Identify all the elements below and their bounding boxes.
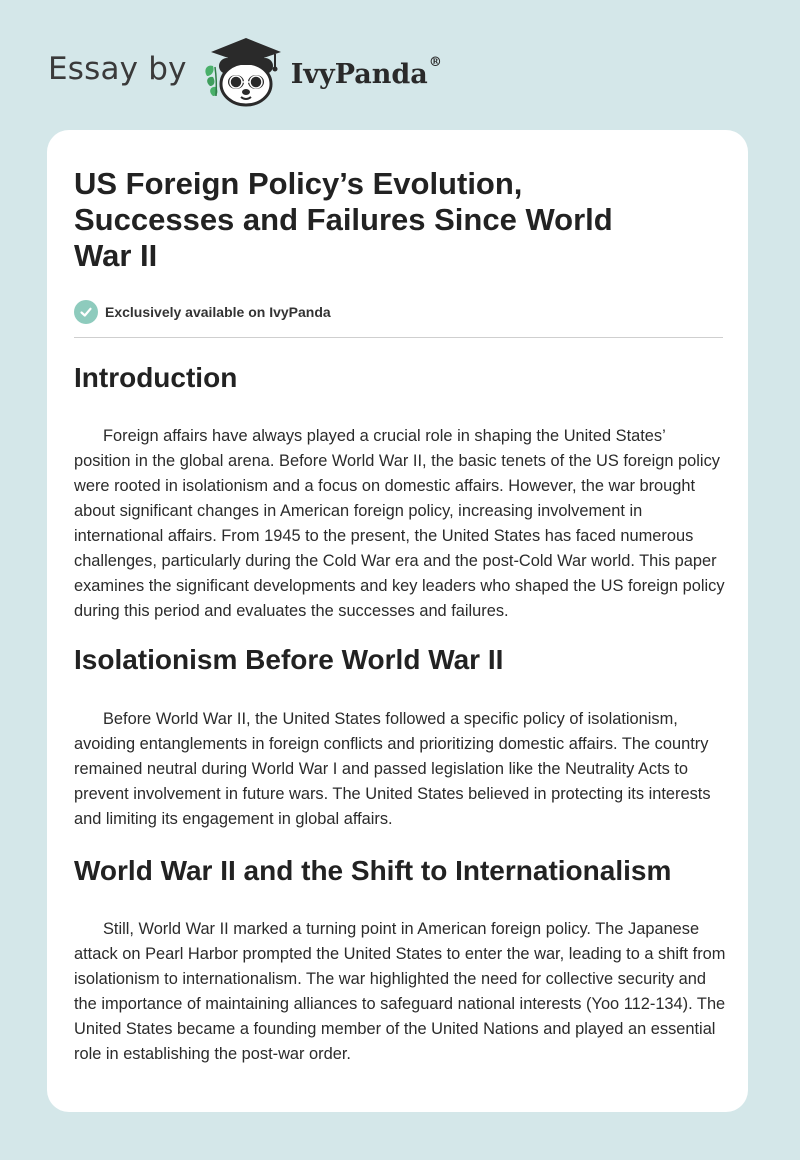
ivy-leaf-icon	[205, 66, 217, 96]
brand-text: IvyPanda	[290, 58, 428, 90]
section-heading-introduction: Introduction	[74, 362, 238, 393]
brand-name	[290, 54, 442, 90]
section-paragraph-internationalism: Still, World War II marked a turning point in American foreign policy. The Japanese attack on Pearl Harbor prompted the United States to enter the war, leading to a shift from isolationism to internationalism. The war highlighted the need for collective security and the importance of maintaining alliances to safeguard national interests (Yoo 112-134). The United States became a founding member of the United Nations and played an essential role in establishing the post-war order.	[74, 920, 726, 1063]
essay-by-label: Essay by	[48, 51, 187, 87]
section-paragraph-introduction: Foreign affairs have always played a crucial role in shaping the United States’ position in the global arena. Before World War II, the basic tenets of the US foreign policy were rooted in isolationism and a focus on domestic affairs. However, the war brought about significant changes in American foreign policy, increasing involvement in international affairs. From 1945 to the present, the United States has faced numerous challenges, particularly during the Cold War era and the post-Cold War world. This paper examines the significant developments and key leaders who shaped the US foreign policy during this period and evaluates the successes and failures.	[74, 427, 725, 620]
essay-title: US Foreign Policy’s Evolution, Successes and Failures Since World War II	[74, 166, 613, 273]
section-heading-isolationism: Isolationism Before World War II	[74, 644, 504, 675]
availability-badge-label: Exclusively available on IvyPanda	[105, 304, 331, 320]
check-circle-icon	[74, 300, 98, 324]
availability-badge	[74, 300, 722, 324]
section-heading-internationalism: World War II and the Shift to Internationalism	[74, 855, 672, 886]
divider	[74, 337, 723, 338]
section-paragraph-isolationism: Before World War II, the United States followed a specific policy of isolationism, avoiding entanglements in foreign conflicts and prioritizing domestic affairs. The country remained neutral during World War I and passed legislation like the Neutrality Acts to prevent involvement in future wars. The United States believed in protecting its interests and limiting its engagement in global affairs.	[74, 710, 711, 828]
panda-graduate-icon	[201, 36, 293, 108]
site-header	[48, 36, 442, 108]
essay-card	[47, 130, 748, 1112]
registered-mark: ®	[428, 54, 442, 70]
